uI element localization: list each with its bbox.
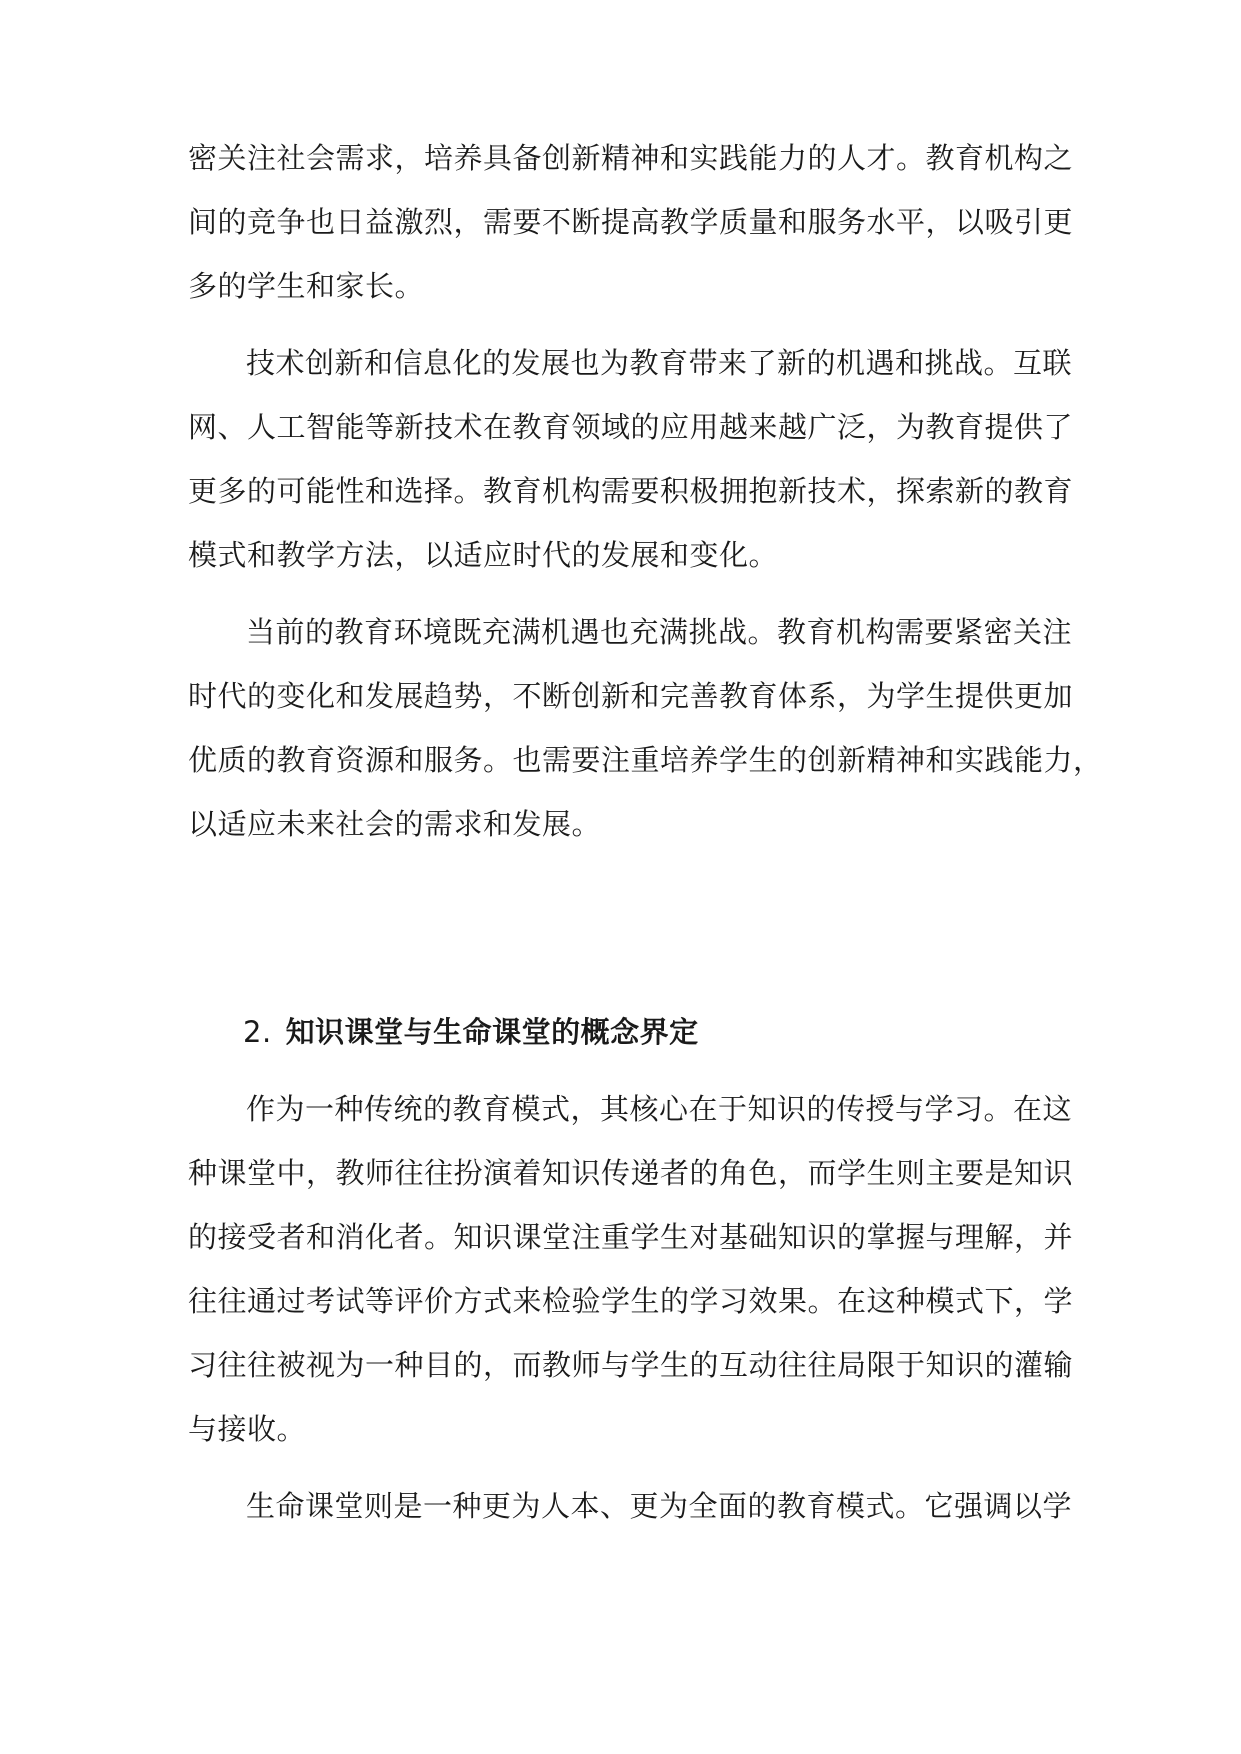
paragraph-2-line-2: 网、人工智能等新技术在教育领域的应用越来越广泛，为教育提供了: [188, 410, 1074, 444]
paragraph-1-line-2: 间的竞争也日益激烈，需要不断提高教学质量和服务水平，以吸引更: [188, 205, 1074, 239]
paragraph-2-line-1: 技术创新和信息化的发展也为教育带来了新的机遇和挑战。互联: [246, 346, 1073, 380]
paragraph-3-line-2: 时代的变化和发展趋势，不断创新和完善教育体系，为学生提供更加: [188, 679, 1074, 713]
section-number: 2.: [243, 1015, 272, 1049]
paragraph-4-line-5: 习往往被视为一种目的，而教师与学生的互动往往局限于知识的灌输: [188, 1348, 1074, 1382]
paragraph-2-line-3: 更多的可能性和选择。教育机构需要积极拥抱新技术，探索新的教育: [188, 474, 1074, 508]
paragraph-4-line-4: 往往通过考试等评价方式来检验学生的学习效果。在这种模式下，学: [188, 1284, 1074, 1318]
paragraph-4-line-1: 作为一种传统的教育模式，其核心在于知识的传授与学习。在这: [246, 1092, 1073, 1126]
section-heading: [243, 1012, 699, 1052]
paragraph-3-line-4: 以适应未来社会的需求和发展。: [188, 807, 602, 841]
paragraph-1-line-1: 密关注社会需求，培养具备创新精神和实践能力的人才。教育机构之: [188, 141, 1074, 175]
paragraph-4-line-2: 种课堂中，教师往往扮演着知识传递者的角色，而学生则主要是知识: [188, 1156, 1074, 1190]
paragraph-5-line-1: 生命课堂则是一种更为人本、更为全面的教育模式。它强调以学: [246, 1489, 1073, 1523]
section-title: 知识课堂与生命课堂的概念界定: [285, 1015, 699, 1049]
paragraph-4-line-6: 与接收。: [188, 1412, 307, 1446]
paragraph-3-line-3: 优质的教育资源和服务。也需要注重培养学生的创新精神和实践能力，: [188, 743, 1103, 777]
paragraph-2-line-4: 模式和教学方法，以适应时代的发展和变化。: [188, 538, 779, 572]
paragraph-4-line-3: 的接受者和消化者。知识课堂注重学生对基础知识的掌握与理解，并: [188, 1220, 1074, 1254]
paragraph-3-line-1: 当前的教育环境既充满机遇也充满挑战。教育机构需要紧密关注: [246, 615, 1073, 649]
paragraph-1-line-3: 多的学生和家长。: [188, 269, 425, 303]
